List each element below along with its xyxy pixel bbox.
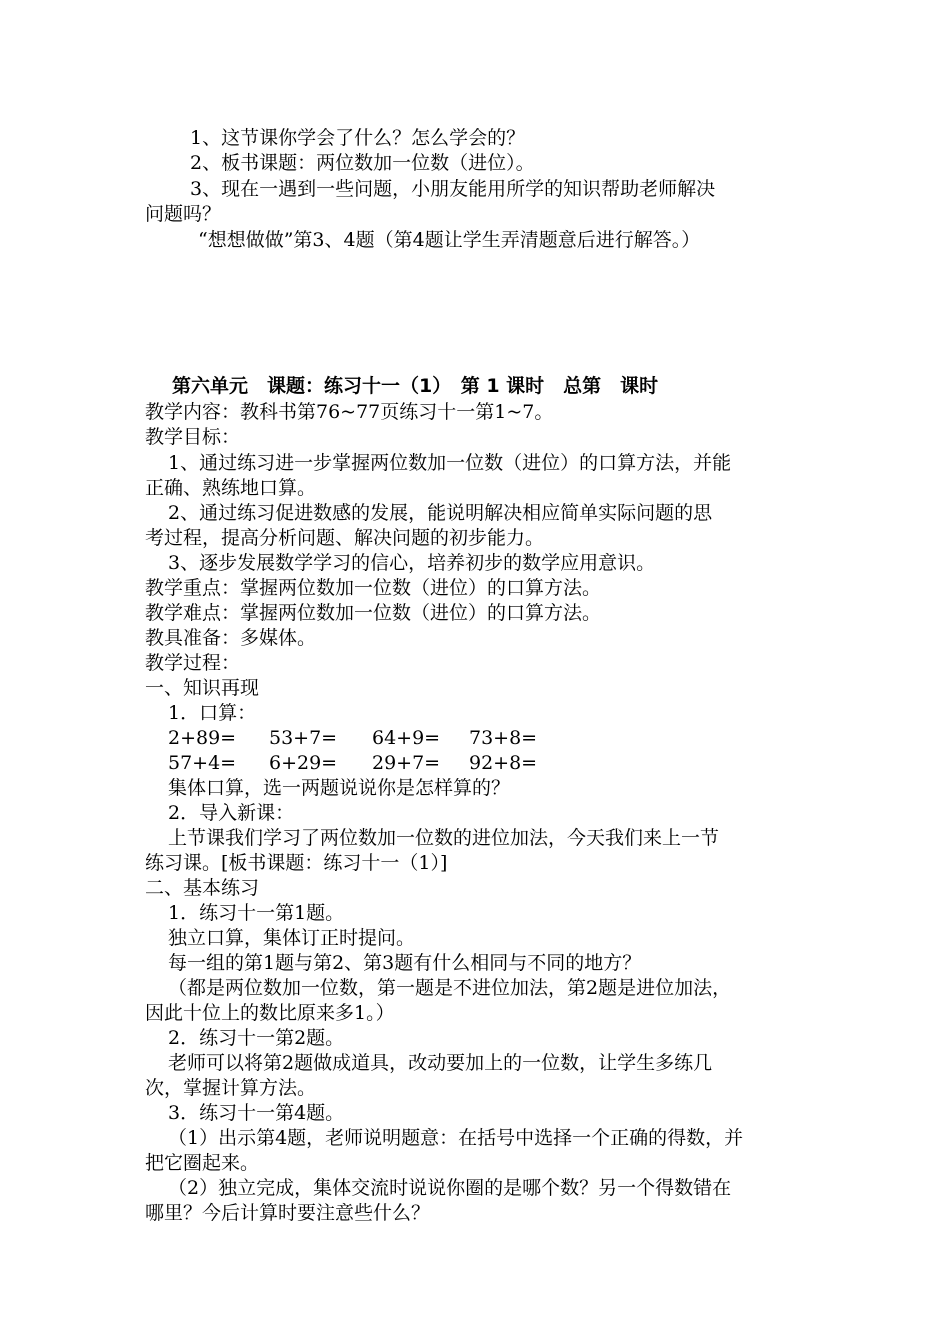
goal-line-5: 3、逐步发展数学学习的信心，培养初步的数学应用意识。 [168,552,656,574]
oral-item: 6+29= [269,752,338,774]
summary-line-5: “想想做做”第3、4题（第4题让学生弄清题意后进行解答。） [198,229,701,251]
goals-label: 教学目标： [145,426,241,448]
exercise-2-line-1: 老师可以将第2题做成道具，改动要加上的一位数，让学生多练几 [168,1052,713,1074]
intro-label: 2．导入新课： [168,802,295,824]
process-label: 教学过程： [145,652,241,674]
oral-item: 53+7= [269,727,338,749]
oral-item: 73+8= [469,727,538,749]
exercise-3-line-4: 哪里？今后计算时要注意些什么？ [145,1202,431,1224]
summary-line-3: 3、现在一遇到一些问题，小朋友能用所学的知识帮助老师解决 [190,178,716,200]
exercise-1-line-3: （都是两位数加一位数，第一题是不进位加法，第2题是进位加法， [168,977,732,999]
goal-line-1: 1、通过练习进一步掌握两位数加一位数（进位）的口算方法，并能 [168,452,732,474]
oral-row-2 [168,751,668,775]
exercise-1-line-1: 独立口算，集体订正时提问。 [168,927,416,949]
part1-title: 一、知识再现 [145,677,260,699]
difficulty: 教学难点：掌握两位数加一位数（进位）的口算方法。 [145,602,602,624]
oral-item: 29+7= [372,752,441,774]
lesson-heading: 第六单元 课题：练习十一（1） 第 1 课时 总第 课时 [172,375,659,397]
intro-line-2: 练习课。[板书课题：练习十一（1）] [145,852,448,874]
exercise-3-label: 3．练习十一第4题。 [168,1102,345,1124]
oral-label: 1．口算： [168,702,257,724]
goal-line-4: 考过程，提高分析问题、解决问题的初步能力。 [145,527,545,549]
oral-row-1 [168,726,668,750]
exercise-1-line-4: 因此十位上的数比原来多1。） [145,1002,395,1024]
exercise-3-line-3: （2）独立完成，集体交流时说说你圈的是哪个数？另一个得数错在 [168,1177,732,1199]
teaching-content: 教学内容：教科书第76~77页练习十一第1~7。 [145,401,554,423]
key-point: 教学重点：掌握两位数加一位数（进位）的口算方法。 [145,577,602,599]
exercise-1-label: 1．练习十一第1题。 [168,902,345,924]
exercise-1-line-2: 每一组的第1题与第2、第3题有什么相同与不同的地方？ [168,952,642,974]
exercise-2-line-2: 次，掌握计算方法。 [145,1077,317,1099]
exercise-3-line-2: 把它圈起来。 [145,1152,260,1174]
exercise-3-line-1: （1）出示第4题，老师说明题意：在括号中选择一个正确的得数，并 [168,1127,744,1149]
oral-note: 集体口算，选一两题说说你是怎样算的？ [168,777,511,799]
summary-line-1: 1、这节课你学会了什么？怎么学会的？ [190,127,526,149]
summary-line-4: 问题吗？ [145,203,222,225]
goal-line-3: 2、通过练习促进数感的发展，能说明解决相应简单实际问题的思 [168,502,713,524]
oral-item: 92+8= [469,752,538,774]
exercise-2-label: 2．练习十一第2题。 [168,1027,345,1049]
summary-line-2: 2、板书课题：两位数加一位数（进位）。 [190,152,535,174]
teaching-tools: 教具准备：多媒体。 [145,627,317,649]
oral-item: 2+89= [168,727,237,749]
oral-item: 64+9= [372,727,441,749]
oral-item: 57+4= [168,752,237,774]
part2-title: 二、基本练习 [145,877,260,899]
intro-line-1: 上节课我们学习了两位数加一位数的进位加法，今天我们来上一节 [168,827,720,849]
goal-line-2: 正确、熟练地口算。 [145,477,317,499]
